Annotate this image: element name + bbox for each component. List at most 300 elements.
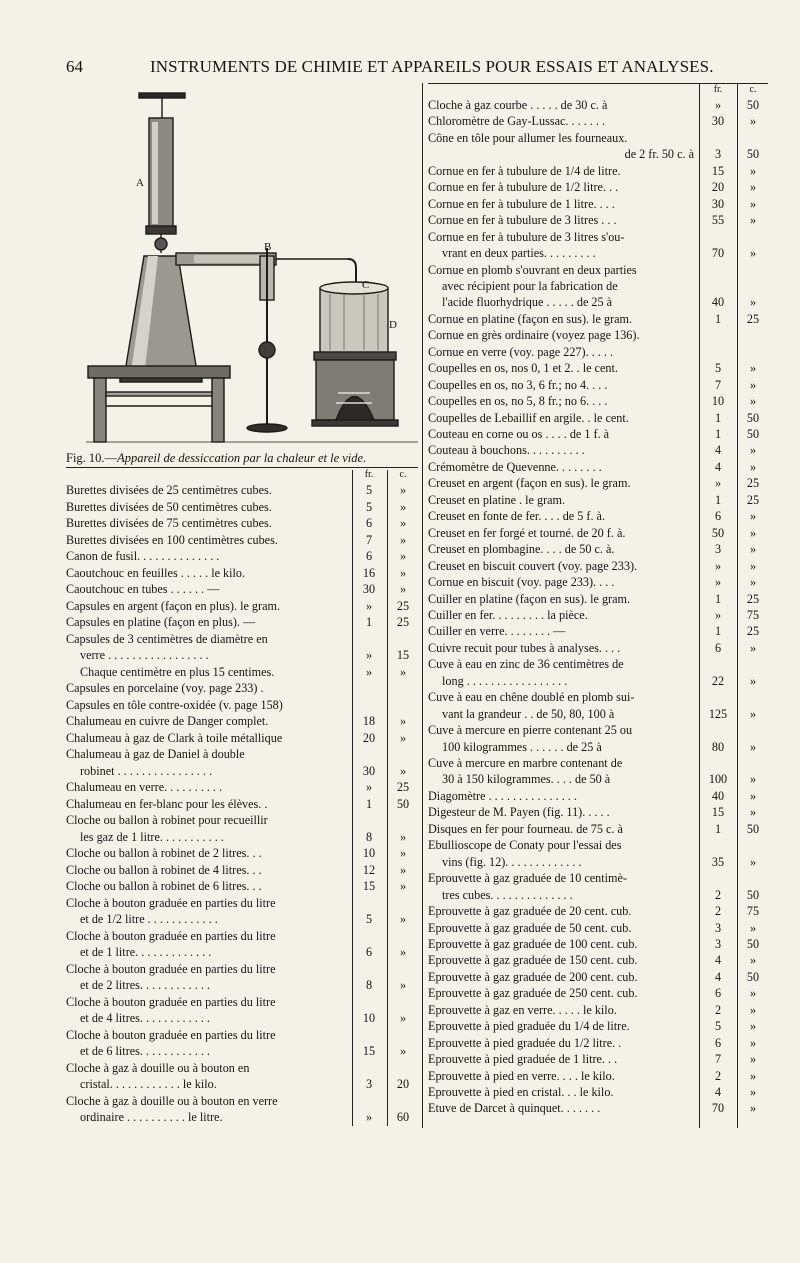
catalog-entry-text: et de 1/2 litre . . . . . . . . . . . . xyxy=(80,912,218,926)
price-centimes xyxy=(388,929,418,945)
price-centimes: 25 xyxy=(396,598,410,613)
figure-label-c: C xyxy=(362,279,370,291)
catalog-entry-text: vrant en deux parties. . . . . . . . . xyxy=(442,246,596,261)
price-centimes: 25 xyxy=(746,492,760,507)
catalog-entry-text: et de 2 litres. . . . . . . . . . . . xyxy=(80,978,210,992)
price-francs: 4 xyxy=(714,969,722,984)
price-francs: 4 xyxy=(714,1085,722,1099)
catalog-entry-text: Creuset en argent (façon en sus). le gram. xyxy=(428,476,631,491)
price-francs: 30 xyxy=(711,196,725,211)
price-francs: » xyxy=(714,575,722,590)
price-francs: » xyxy=(365,648,373,662)
price-centimes: 25 xyxy=(746,311,760,326)
catalog-entry-text: Cloche ou ballon à robinet de 2 litres. . . xyxy=(66,846,262,860)
price-francs: 1 xyxy=(714,410,722,425)
price-centimes: » xyxy=(749,180,757,195)
price-francs: 20 xyxy=(362,730,376,745)
catalog-entry-text: Cuiller en fer. . . . . . . . . la pièce. xyxy=(428,607,588,622)
catalog-entry-text: Capsules en platine (façon en plus). — xyxy=(66,615,256,629)
catalog-entry-text: Capsules en argent (façon en plus). le gram. xyxy=(66,598,281,613)
price-francs: 70 xyxy=(711,246,725,261)
price-centimes: » xyxy=(749,542,757,557)
catalog-entry-text: Cuiller en platine (façon en sus). le gram. xyxy=(428,591,631,606)
price-francs xyxy=(700,657,736,673)
price-francs: 100 xyxy=(708,772,728,787)
price-francs: 125 xyxy=(708,706,728,721)
price-francs: 6 xyxy=(714,640,722,655)
price-centimes: » xyxy=(749,558,757,573)
price-centimes: 50 xyxy=(746,147,760,162)
price-francs: 5 xyxy=(714,1019,722,1034)
price-francs: 30 xyxy=(711,114,725,129)
catalog-entry-text: cristal. . . . . . . . . . . . le kilo. xyxy=(80,1077,217,1091)
catalog-entry-text: Creuset en biscuit couvert (voy. page 233). xyxy=(428,558,638,573)
catalog-entry-text: 30 à 150 kilogrammes. . . . de 50 à xyxy=(442,772,611,787)
price-francs xyxy=(354,698,384,714)
price-francs: 40 xyxy=(711,295,725,310)
catalog-entry-text: Couteau à bouchons. . . . . . . . . . xyxy=(428,443,585,458)
price-francs xyxy=(354,747,384,763)
price-centimes: » xyxy=(399,483,407,497)
catalog-entry-text: Disques en fer pour fourneau. de 75 c. à xyxy=(428,821,623,836)
catalog-entry-text: Cornue en fer à tubulure de 3 litres . . . xyxy=(428,213,617,228)
catalog-entry-text: avec récipient pour la fabrication de xyxy=(442,278,618,293)
price-centimes: » xyxy=(749,772,757,787)
catalog-entry-text: Cône en tôle pour allumer les fourneaux. xyxy=(428,130,628,145)
catalog-entry-text: Caoutchouc en tubes . . . . . . — xyxy=(66,582,220,596)
catalog-entry-text: Cuve à mercure en pierre contenant 25 ou xyxy=(428,723,633,738)
price-centimes xyxy=(388,995,418,1011)
catalog-entry-text: Eprouvette à gaz en verre. . . . . le kilo. xyxy=(428,1002,617,1017)
price-francs: 4 xyxy=(714,459,722,474)
price-centimes xyxy=(738,345,768,361)
catalog-entry-text: Coupelles en os, nos 0, 1 et 2. . le cent. xyxy=(428,361,618,376)
price-centimes xyxy=(738,723,768,739)
price-francs: 8 xyxy=(365,829,373,844)
catalog-entry-text: Cuve à eau en zinc de 36 centimètres de xyxy=(428,657,624,672)
price-francs: 1 xyxy=(714,821,722,836)
catalog-entry-text: Burettes divisées de 25 centimètres cubes. xyxy=(66,483,272,497)
price-francs: 1 xyxy=(714,311,722,326)
catalog-entry-text: Cloche à gaz courbe . . . . . de 30 c. à xyxy=(428,98,608,112)
price-francs: 6 xyxy=(714,1035,722,1050)
catalog-entry-text: vant la grandeur . . de 50, 80, 100 à xyxy=(442,706,615,721)
price-centimes: » xyxy=(749,1101,757,1116)
price-centimes xyxy=(388,1028,418,1044)
price-francs xyxy=(700,279,736,295)
price-francs xyxy=(354,813,384,829)
catalog-entry-text: Burettes divisées de 75 centimètres cubes. xyxy=(66,516,272,530)
price-francs: 7 xyxy=(714,377,722,392)
francs-column-header: fr. xyxy=(364,469,374,480)
price-francs xyxy=(354,1094,384,1110)
catalog-entry-text: Eprouvette à gaz graduée de 200 cent. cub. xyxy=(428,969,638,984)
price-francs: 30 xyxy=(362,582,376,596)
price-centimes: » xyxy=(399,664,407,679)
price-francs xyxy=(354,1061,384,1077)
price-francs: 4 xyxy=(714,953,722,968)
price-francs: 1 xyxy=(714,624,722,639)
catalog-entry-text: Cloche ou ballon à robinet de 6 litres. . . xyxy=(66,879,262,893)
price-francs: 55 xyxy=(711,213,725,228)
price-centimes: » xyxy=(749,377,757,392)
catalog-entry-text: Burettes divisées en 100 centimètres cubes. xyxy=(66,532,278,547)
price-centimes xyxy=(738,838,768,854)
price-centimes: 50 xyxy=(746,821,760,836)
price-francs: » xyxy=(365,1110,373,1124)
price-francs: 6 xyxy=(365,516,373,530)
price-centimes: » xyxy=(399,499,407,514)
price-centimes: » xyxy=(749,1019,757,1034)
catalog-entry-text: Canon de fusil. . . . . . . . . . . . . . xyxy=(66,549,220,563)
catalog-entry-text: de 2 fr. 50 c. à xyxy=(624,147,694,162)
price-francs: 16 xyxy=(362,565,376,580)
catalog-entry-text: Cornue en fer à tubulure de 1/2 litre. . . xyxy=(428,180,619,195)
price-francs: » xyxy=(714,607,722,622)
price-francs: 50 xyxy=(711,525,725,540)
catalog-entry-text: Cloche ou ballon à robinet pour recueillir xyxy=(66,813,268,827)
price-centimes: » xyxy=(399,516,407,530)
price-centimes: » xyxy=(399,582,407,596)
price-centimes: » xyxy=(749,394,757,409)
price-centimes: 50 xyxy=(746,969,760,984)
catalog-entry-text: Eprouvette à gaz graduée de 10 centimè- xyxy=(428,871,627,886)
price-centimes: » xyxy=(749,1085,757,1099)
price-centimes: 50 xyxy=(746,936,760,951)
price-centimes xyxy=(388,681,418,697)
price-centimes: 25 xyxy=(396,780,410,794)
catalog-entry-text: Eprouvette à pied en cristal. . . le kilo. xyxy=(428,1085,614,1099)
price-centimes: » xyxy=(399,1011,407,1025)
price-centimes: 75 xyxy=(746,904,760,919)
price-francs: 2 xyxy=(714,887,722,902)
price-centimes: » xyxy=(399,714,407,728)
price-francs: 3 xyxy=(714,936,722,951)
catalog-entry-text: Chloromètre de Gay-Lussac. . . . . . . xyxy=(428,114,606,129)
price-centimes: » xyxy=(399,945,407,959)
price-francs: 1 xyxy=(365,796,373,811)
catalog-entry-text: Cloche à gaz à douille ou à bouton en xyxy=(66,1060,250,1075)
catalog-entry-text: Eprouvette à pied graduée du 1/4 de litre. xyxy=(428,1019,630,1034)
catalog-entry-text: Cuve à eau en chêne doublé en plomb sui- xyxy=(428,690,635,705)
price-francs xyxy=(700,131,736,147)
price-centimes: » xyxy=(399,978,407,992)
price-francs: 4 xyxy=(714,443,722,458)
price-francs: 2 xyxy=(714,904,722,919)
price-francs: 5 xyxy=(365,912,373,926)
price-centimes: » xyxy=(749,163,757,178)
price-francs: » xyxy=(365,664,373,679)
catalog-entry-text: Cloche à bouton graduée en parties du litre xyxy=(66,895,276,910)
price-francs: 8 xyxy=(365,978,373,992)
price-centimes xyxy=(388,896,418,912)
catalog-entry-text: Cuivre recuit pour tubes à analyses. . . . xyxy=(428,640,621,655)
price-centimes: » xyxy=(399,862,407,877)
price-francs: 12 xyxy=(362,862,376,877)
price-francs: 40 xyxy=(711,788,725,803)
price-centimes: » xyxy=(749,246,757,261)
price-centimes: » xyxy=(749,1002,757,1017)
price-centimes xyxy=(388,698,418,714)
price-francs: 6 xyxy=(365,945,373,959)
catalog-entry-text: Creuset en plombagine. . . . de 50 c. à. xyxy=(428,542,615,557)
price-francs: 15 xyxy=(711,805,725,820)
price-centimes: » xyxy=(749,805,757,820)
price-centimes xyxy=(388,747,418,763)
catalog-entry-text: Cornue en platine (façon en sus). le gram. xyxy=(428,311,633,326)
figure-label-d: D xyxy=(389,319,397,331)
running-title: INSTRUMENTS DE CHIMIE ET APPAREILS POUR ESSAIS ET ANALYSES. xyxy=(150,57,714,76)
price-francs xyxy=(700,871,736,887)
price-francs: 10 xyxy=(711,394,725,409)
price-francs: 5 xyxy=(365,499,373,514)
catalog-entry-text: Ebullioscope de Conaty pour l'essai des xyxy=(428,838,622,853)
catalog-entry-text: Crémomètre de Quevenne. . . . . . . . xyxy=(428,459,602,474)
catalog-entry-text: et de 4 litres. . . . . . . . . . . . xyxy=(80,1011,210,1025)
price-centimes: 50 xyxy=(746,98,760,112)
price-centimes xyxy=(738,279,768,295)
price-francs: 6 xyxy=(714,986,722,1001)
catalog-entry-text: Cloche à gaz à douille ou à bouton en verre xyxy=(66,1093,278,1108)
catalog-entry-text: Chalumeau en fer-blanc pour les élèves. . xyxy=(66,796,268,811)
price-centimes: » xyxy=(749,1052,757,1067)
price-francs: » xyxy=(365,780,373,794)
running-header xyxy=(66,57,734,79)
catalog-entry-text: Capsules de 3 centimètres de diamètre en xyxy=(66,631,268,646)
price-francs xyxy=(700,263,736,279)
price-francs: 22 xyxy=(711,673,725,688)
catalog-entry-text: Cloche à bouton graduée en parties du litre xyxy=(66,928,276,943)
price-centimes: » xyxy=(399,565,407,580)
catalog-entry-text: Burettes divisées de 50 centimètres cubes. xyxy=(66,499,272,514)
catalog-entry-text: Cloche ou ballon à robinet de 4 litres. . . xyxy=(66,862,262,877)
catalog-entry-text: Creuset en fer forgé et tourné. de 20 f. à. xyxy=(428,525,626,540)
price-francs: » xyxy=(714,476,722,491)
catalog-entry-text: et de 6 litres. . . . . . . . . . . . xyxy=(80,1044,210,1058)
price-francs: 15 xyxy=(711,163,725,178)
catalog-entry-text: Cloche à bouton graduée en parties du litre xyxy=(66,1027,276,1042)
drying-apparatus-illustration xyxy=(86,88,418,444)
price-francs: 18 xyxy=(362,714,376,728)
price-francs xyxy=(700,756,736,772)
price-francs: 3 xyxy=(714,147,722,162)
catalog-entry-text: vins (fig. 12). . . . . . . . . . . . . xyxy=(442,854,582,869)
catalog-entry-text: Cornue en fer à tubulure de 3 litres s'ou- xyxy=(428,229,625,244)
price-francs: 70 xyxy=(711,1101,725,1116)
price-francs xyxy=(700,690,736,706)
price-centimes: 50 xyxy=(746,410,760,425)
catalog-entry-text: Couteau en corne ou os . . . . de 1 f. à xyxy=(428,427,610,441)
price-francs xyxy=(354,995,384,1011)
price-centimes xyxy=(738,230,768,246)
price-centimes: 75 xyxy=(746,607,760,622)
price-centimes xyxy=(738,263,768,279)
price-centimes: 50 xyxy=(746,887,760,902)
catalog-entry-text: ordinaire . . . . . . . . . . le litre. xyxy=(80,1110,223,1124)
price-centimes: » xyxy=(749,739,757,754)
price-centimes: » xyxy=(749,459,757,474)
price-centimes: » xyxy=(399,1044,407,1058)
price-centimes: 50 xyxy=(396,796,410,811)
price-francs xyxy=(354,1028,384,1044)
price-centimes: » xyxy=(749,640,757,655)
price-centimes xyxy=(388,1061,418,1077)
price-francs: 3 xyxy=(365,1077,373,1091)
price-francs: 20 xyxy=(711,180,725,195)
catalog-entry-text: l'acide fluorhydrique . . . . . de 25 à xyxy=(442,295,613,310)
price-francs: 6 xyxy=(365,549,373,563)
catalog-entry-text: Digesteur de M. Payen (fig. 11). . . . . xyxy=(428,805,610,820)
price-centimes: » xyxy=(749,1068,757,1083)
catalog-entry-text: Cornue en plomb s'ouvrant en deux parties xyxy=(428,262,637,277)
price-francs: 3 xyxy=(714,920,722,935)
price-francs: 15 xyxy=(362,879,376,893)
catalog-entry-text: verre . . . . . . . . . . . . . . . . . xyxy=(80,648,209,662)
price-centimes: » xyxy=(749,213,757,228)
price-centimes: » xyxy=(399,879,407,893)
price-centimes xyxy=(388,632,418,648)
left-price-list xyxy=(66,469,418,1129)
catalog-entry-text: Eprouvette à gaz graduée de 150 cent. cub. xyxy=(428,953,638,968)
price-francs: 5 xyxy=(365,483,373,497)
price-centimes: » xyxy=(749,114,757,129)
catalog-entry-text: Chalumeau en verre. . . . . . . . . . xyxy=(66,780,223,794)
price-francs: 30 xyxy=(362,763,376,778)
price-centimes: 25 xyxy=(746,476,760,491)
price-centimes: » xyxy=(749,673,757,688)
catalog-entry-text: les gaz de 1 litre. . . . . . . . . . . xyxy=(80,829,224,844)
figure-label-a: A xyxy=(136,177,144,189)
catalog-entry-text: 100 kilogrammes . . . . . . de 25 à xyxy=(442,739,602,754)
price-francs: 80 xyxy=(711,739,725,754)
price-centimes xyxy=(738,690,768,706)
catalog-entry-text: Cuve à mercure en marbre contenant de xyxy=(428,756,623,770)
price-francs: 2 xyxy=(714,1068,722,1083)
price-francs: » xyxy=(365,598,373,613)
price-francs: 1 xyxy=(365,615,373,629)
catalog-entry-text: long . . . . . . . . . . . . . . . . . xyxy=(442,673,568,688)
right-price-list xyxy=(428,84,768,1129)
catalog-entry-text: et de 1 litre. . . . . . . . . . . . . xyxy=(80,945,212,959)
price-centimes: » xyxy=(749,443,757,458)
centimes-column-header: c. xyxy=(749,84,757,95)
price-centimes: » xyxy=(749,706,757,721)
figure-caption-number: Fig. 10.— xyxy=(66,451,118,465)
price-francs: 1 xyxy=(714,427,722,441)
price-francs xyxy=(354,929,384,945)
price-centimes: » xyxy=(749,361,757,376)
price-centimes: » xyxy=(749,953,757,968)
catalog-entry-text: Coupelles de Lebaillif en argile. . le cent. xyxy=(428,410,629,425)
figure-label-b: B xyxy=(264,241,272,253)
price-francs xyxy=(354,962,384,978)
centimes-column-header: c. xyxy=(399,469,407,480)
catalog-entry-text: Coupelles en os, no 3, 6 fr.; no 4. . . . xyxy=(428,377,608,392)
price-francs: 1 xyxy=(714,492,722,507)
price-francs: 10 xyxy=(362,846,376,860)
price-centimes: 25 xyxy=(746,624,760,639)
price-francs xyxy=(700,723,736,739)
catalog-entry-text: Eprouvette à gaz graduée de 250 cent. cub. xyxy=(428,986,638,1001)
catalog-entry-text: Etuve de Darcet à quinquet. . . . . . . xyxy=(428,1101,601,1116)
page-number: 64 xyxy=(66,57,83,76)
price-francs: » xyxy=(714,558,722,573)
price-francs xyxy=(354,896,384,912)
price-francs xyxy=(700,230,736,246)
catalog-entry-text: Eprouvette à gaz graduée de 20 cent. cub. xyxy=(428,904,632,919)
price-centimes xyxy=(388,1094,418,1110)
price-centimes xyxy=(388,962,418,978)
price-centimes: » xyxy=(749,986,757,1001)
catalog-entry-text: Chalumeau à gaz de Daniel à double xyxy=(66,747,245,761)
price-centimes xyxy=(738,328,768,344)
price-centimes: 50 xyxy=(746,427,760,441)
price-francs: 3 xyxy=(714,542,722,557)
price-centimes: 25 xyxy=(396,615,410,629)
price-centimes: » xyxy=(749,788,757,803)
catalog-entry-text: Caoutchouc en feuilles . . . . . le kilo. xyxy=(66,565,246,580)
figure-caption xyxy=(66,451,418,466)
catalog-entry-text: Eprouvette à pied graduée du 1/2 litre. . xyxy=(428,1035,622,1050)
catalog-entry-text: Cornue en fer à tubulure de 1/4 de litre. xyxy=(428,163,621,178)
catalog-entry-text: Creuset en platine . le gram. xyxy=(428,492,566,507)
price-centimes: » xyxy=(399,532,407,547)
catalog-entry-text: Cuiller en verre. . . . . . . . — xyxy=(428,624,566,639)
price-centimes xyxy=(388,813,418,829)
price-centimes: 20 xyxy=(396,1077,410,1091)
catalog-entry-text: Eprouvette à pied graduée de 1 litre. . . xyxy=(428,1052,618,1067)
price-francs: 15 xyxy=(362,1044,376,1058)
catalog-entry-text: Cornue en grès ordinaire (voyez page 136). xyxy=(428,328,640,343)
price-francs xyxy=(700,328,736,344)
catalog-entry-text: Chaque centimètre en plus 15 centimes. xyxy=(80,664,275,679)
price-centimes: » xyxy=(399,912,407,926)
catalog-entry-text: Eprouvette à gaz graduée de 100 cent. cub. xyxy=(428,936,638,951)
price-francs: 5 xyxy=(714,361,722,376)
catalog-entry-text: Creuset en fonte de fer. . . . de 5 f. à. xyxy=(428,509,605,524)
price-francs: 2 xyxy=(714,1002,722,1017)
price-centimes: » xyxy=(749,295,757,310)
price-centimes xyxy=(738,131,768,147)
price-francs: 10 xyxy=(362,1011,376,1025)
price-francs xyxy=(354,681,384,697)
price-francs xyxy=(700,838,736,854)
price-francs: 7 xyxy=(714,1052,722,1067)
price-centimes: » xyxy=(399,763,407,778)
price-centimes: » xyxy=(749,525,757,540)
catalog-entry-text: Eprouvette à gaz graduée de 50 cent. cub. xyxy=(428,920,632,935)
price-centimes xyxy=(738,756,768,772)
price-centimes: » xyxy=(399,846,407,860)
price-centimes: » xyxy=(749,920,757,935)
price-centimes: » xyxy=(399,549,407,563)
catalog-entry-text: Chalumeau en cuivre de Danger complet. xyxy=(66,714,269,728)
catalog-entry-text: Chalumeau à gaz de Clark à toile métallique xyxy=(66,730,283,745)
catalog-entry-text: Coupelles en os, no 5, 8 fr.; no 6. . . . xyxy=(428,394,608,409)
francs-column-header: fr. xyxy=(713,84,723,95)
price-centimes: » xyxy=(399,829,407,844)
price-centimes: » xyxy=(749,509,757,524)
price-francs: 6 xyxy=(714,509,722,524)
catalog-entry-text: tres cubes. . . . . . . . . . . . . . xyxy=(442,887,573,902)
catalog-entry-text: Diagomètre . . . . . . . . . . . . . . . xyxy=(428,788,577,803)
price-centimes: » xyxy=(749,196,757,211)
price-centimes: » xyxy=(749,1035,757,1050)
price-centimes: » xyxy=(399,730,407,745)
price-francs: 1 xyxy=(714,591,722,606)
price-francs: » xyxy=(714,98,722,112)
price-centimes: 25 xyxy=(746,591,760,606)
